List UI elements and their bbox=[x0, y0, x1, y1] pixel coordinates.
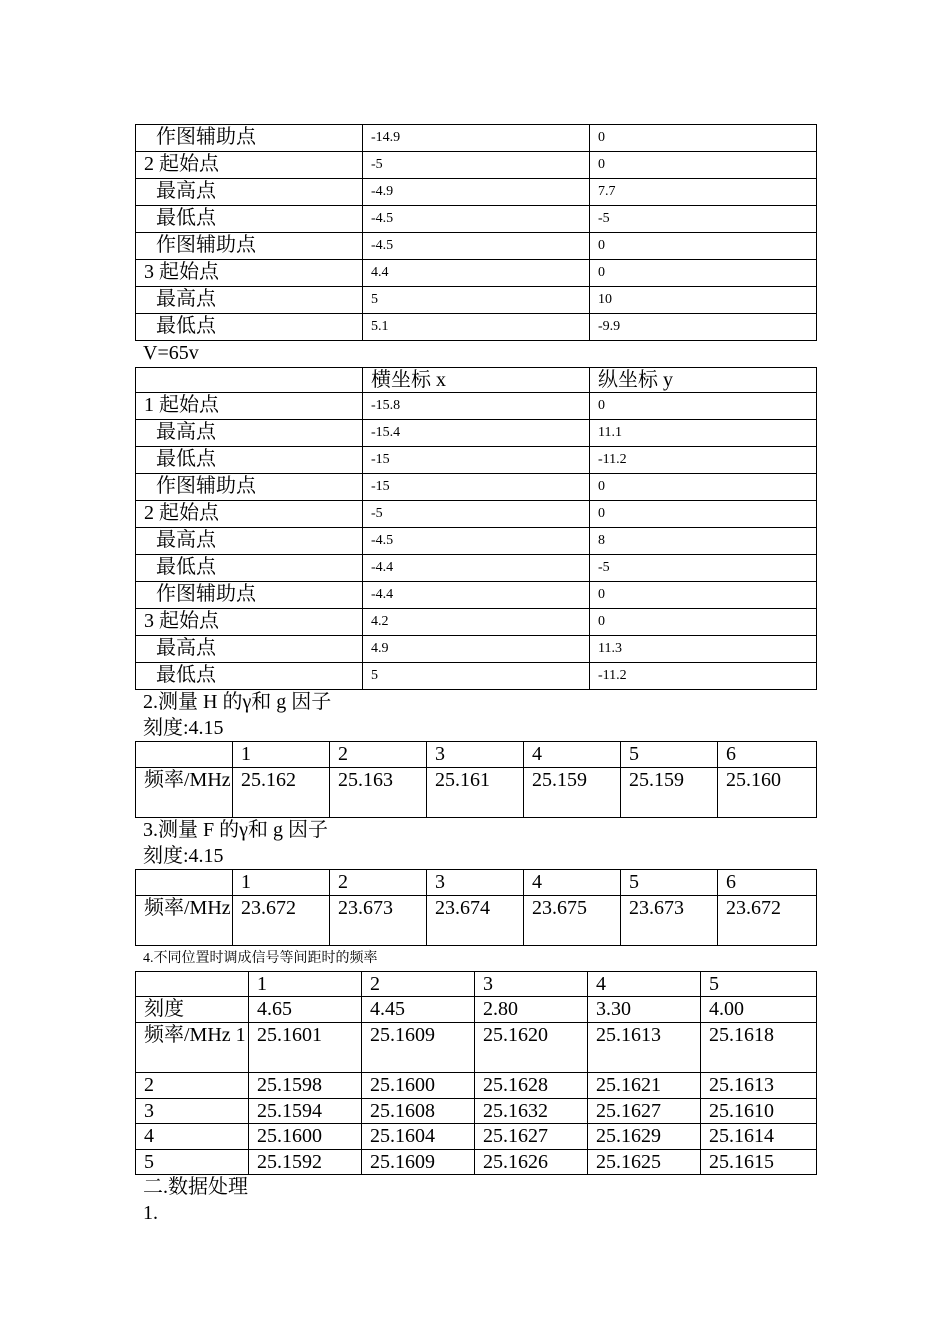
table-row bbox=[136, 206, 817, 233]
data-processing-heading: 二.数据处理 bbox=[143, 1176, 248, 1199]
frequency-value: 23.675 bbox=[524, 895, 621, 945]
table-row bbox=[136, 501, 817, 528]
frequency-value: 25.161 bbox=[427, 767, 524, 817]
x-value: -4.4 bbox=[363, 555, 590, 582]
table-row bbox=[136, 767, 817, 817]
header-y: 纵坐标 y bbox=[590, 367, 817, 393]
y-value: 0 bbox=[590, 582, 817, 609]
column-header: 3 bbox=[427, 742, 524, 768]
table-row bbox=[136, 636, 817, 663]
y-value: 0 bbox=[590, 474, 817, 501]
row-label: 频率/MHz bbox=[136, 767, 233, 817]
header-blank bbox=[136, 742, 233, 768]
frequency-value: 25.1609 bbox=[362, 1022, 475, 1072]
x-value: -15 bbox=[363, 447, 590, 474]
x-value: 4.2 bbox=[363, 609, 590, 636]
header-blank bbox=[136, 971, 249, 997]
frequency-value: 25.162 bbox=[233, 767, 330, 817]
x-value: 5 bbox=[363, 287, 590, 314]
x-value: -14.9 bbox=[363, 125, 590, 152]
column-header: 3 bbox=[427, 870, 524, 896]
frequency-value: 25.1626 bbox=[475, 1149, 588, 1175]
table-row bbox=[136, 1149, 817, 1175]
x-value: 5 bbox=[363, 663, 590, 690]
frequency-value: 25.1621 bbox=[588, 1072, 701, 1098]
h-frequency-table bbox=[135, 741, 817, 818]
y-value: 0 bbox=[590, 233, 817, 260]
position-frequency-table bbox=[135, 971, 817, 1176]
y-value: 0 bbox=[590, 501, 817, 528]
row-label: 5 bbox=[136, 1149, 249, 1175]
frequency-value: 23.674 bbox=[427, 895, 524, 945]
frequency-value: 25.1625 bbox=[588, 1149, 701, 1175]
column-header: 1 bbox=[249, 971, 362, 997]
table-row bbox=[136, 1072, 817, 1098]
table-row bbox=[136, 1098, 817, 1124]
point-label: 作图辅助点 bbox=[136, 125, 363, 152]
table-header-row bbox=[136, 870, 817, 896]
y-value: 10 bbox=[590, 287, 817, 314]
frequency-value: 25.1592 bbox=[249, 1149, 362, 1175]
point-label: 作图辅助点 bbox=[136, 233, 363, 260]
y-value: 0 bbox=[590, 152, 817, 179]
column-header: 5 bbox=[701, 971, 817, 997]
column-header: 3 bbox=[475, 971, 588, 997]
point-label: 最高点 bbox=[136, 528, 363, 555]
frequency-value: 25.1613 bbox=[701, 1072, 817, 1098]
table-row bbox=[136, 1124, 817, 1150]
x-value: -4.9 bbox=[363, 179, 590, 206]
table-row bbox=[136, 609, 817, 636]
y-value: 0 bbox=[590, 125, 817, 152]
row-label: 频率/MHz bbox=[136, 895, 233, 945]
frequency-value: 25.1615 bbox=[701, 1149, 817, 1175]
voltage-label: V=65v bbox=[143, 342, 199, 364]
table-row bbox=[136, 555, 817, 582]
y-value: -9.9 bbox=[590, 314, 817, 341]
column-header: 4 bbox=[524, 870, 621, 896]
point-label: 最高点 bbox=[136, 636, 363, 663]
column-header: 6 bbox=[718, 870, 817, 896]
point-label: 作图辅助点 bbox=[136, 582, 363, 609]
point-label: 最低点 bbox=[136, 555, 363, 582]
x-value: -4.5 bbox=[363, 206, 590, 233]
frequency-value: 25.1600 bbox=[249, 1124, 362, 1150]
x-value: 5.1 bbox=[363, 314, 590, 341]
row-label: 3 bbox=[136, 1098, 249, 1124]
column-header: 5 bbox=[621, 870, 718, 896]
point-label: 最低点 bbox=[136, 314, 363, 341]
section-4-title: 4.不同位置时调成信号等间距时的频率 bbox=[143, 950, 378, 966]
x-value: -4.5 bbox=[363, 233, 590, 260]
frequency-value: 23.673 bbox=[621, 895, 718, 945]
header-x: 横坐标 x bbox=[363, 367, 590, 393]
coordinates-table-continued bbox=[135, 124, 817, 341]
frequency-value: 25.1614 bbox=[701, 1124, 817, 1150]
scale-value: 4.65 bbox=[249, 997, 362, 1023]
point-label: 最低点 bbox=[136, 206, 363, 233]
x-value: -5 bbox=[363, 501, 590, 528]
section-h-title: 2.测量 H 的γ和 g 因子 bbox=[143, 691, 332, 714]
section-h-scale: 刻度:4.15 bbox=[143, 716, 224, 739]
frequency-value: 23.673 bbox=[330, 895, 427, 945]
point-label: 2 起始点 bbox=[136, 501, 363, 528]
x-value: -5 bbox=[363, 152, 590, 179]
frequency-value: 23.672 bbox=[233, 895, 330, 945]
y-value: 11.3 bbox=[590, 636, 817, 663]
column-header: 2 bbox=[330, 870, 427, 896]
frequency-value: 25.1609 bbox=[362, 1149, 475, 1175]
frequency-value: 25.1601 bbox=[249, 1022, 362, 1072]
frequency-value: 25.1608 bbox=[362, 1098, 475, 1124]
section-f-scale: 刻度:4.15 bbox=[143, 844, 224, 867]
point-label: 最低点 bbox=[136, 663, 363, 690]
x-value: -4.5 bbox=[363, 528, 590, 555]
x-value: 4.9 bbox=[363, 636, 590, 663]
x-value: -4.4 bbox=[363, 582, 590, 609]
point-label: 作图辅助点 bbox=[136, 474, 363, 501]
table-row bbox=[136, 420, 817, 447]
frequency-value: 25.1594 bbox=[249, 1098, 362, 1124]
frequency-value: 25.1610 bbox=[701, 1098, 817, 1124]
table-row bbox=[136, 1022, 817, 1072]
section-f-title: 3.测量 F 的γ和 g 因子 bbox=[143, 818, 328, 841]
document-page bbox=[135, 124, 816, 1227]
column-header: 2 bbox=[362, 971, 475, 997]
row-label: 刻度 bbox=[136, 997, 249, 1023]
column-header: 2 bbox=[330, 742, 427, 768]
frequency-value: 25.1628 bbox=[475, 1072, 588, 1098]
frequency-value: 25.1627 bbox=[588, 1098, 701, 1124]
table-row bbox=[136, 260, 817, 287]
y-value: 0 bbox=[590, 393, 817, 420]
frequency-value: 25.160 bbox=[718, 767, 817, 817]
row-label: 2 bbox=[136, 1072, 249, 1098]
table-row bbox=[136, 528, 817, 555]
y-value: -11.2 bbox=[590, 663, 817, 690]
frequency-value: 25.1600 bbox=[362, 1072, 475, 1098]
table-row bbox=[136, 125, 817, 152]
table-row bbox=[136, 447, 817, 474]
row-label: 频率/MHz 1 bbox=[136, 1022, 249, 1072]
table-row bbox=[136, 152, 817, 179]
column-header: 4 bbox=[588, 971, 701, 997]
header-blank bbox=[136, 367, 363, 393]
point-label: 1 起始点 bbox=[136, 393, 363, 420]
table-header-row bbox=[136, 971, 817, 997]
column-header: 4 bbox=[524, 742, 621, 768]
point-label: 最高点 bbox=[136, 179, 363, 206]
table-row bbox=[136, 895, 817, 945]
point-label: 3 起始点 bbox=[136, 260, 363, 287]
column-header: 1 bbox=[233, 870, 330, 896]
table-row bbox=[136, 314, 817, 341]
frequency-value: 25.1598 bbox=[249, 1072, 362, 1098]
y-value: 0 bbox=[590, 260, 817, 287]
frequency-value: 25.1620 bbox=[475, 1022, 588, 1072]
y-value: 8 bbox=[590, 528, 817, 555]
x-value: -15.8 bbox=[363, 393, 590, 420]
table-row bbox=[136, 233, 817, 260]
frequency-value: 25.1632 bbox=[475, 1098, 588, 1124]
x-value: -15.4 bbox=[363, 420, 590, 447]
row-label: 4 bbox=[136, 1124, 249, 1150]
y-value: -5 bbox=[590, 555, 817, 582]
point-label: 最低点 bbox=[136, 447, 363, 474]
y-value: 11.1 bbox=[590, 420, 817, 447]
scale-value: 4.45 bbox=[362, 997, 475, 1023]
f-frequency-table bbox=[135, 869, 817, 946]
x-value: 4.4 bbox=[363, 260, 590, 287]
table-row bbox=[136, 393, 817, 420]
frequency-value: 25.1613 bbox=[588, 1022, 701, 1072]
frequency-value: 25.1629 bbox=[588, 1124, 701, 1150]
table-row bbox=[136, 663, 817, 690]
frequency-value: 25.1627 bbox=[475, 1124, 588, 1150]
column-header: 1 bbox=[233, 742, 330, 768]
coordinates-table-65v bbox=[135, 367, 817, 691]
header-blank bbox=[136, 870, 233, 896]
frequency-value: 25.1604 bbox=[362, 1124, 475, 1150]
table-row bbox=[136, 179, 817, 206]
point-label: 3 起始点 bbox=[136, 609, 363, 636]
table-row bbox=[136, 997, 817, 1023]
scale-value: 2.80 bbox=[475, 997, 588, 1023]
table-row bbox=[136, 474, 817, 501]
frequency-value: 23.672 bbox=[718, 895, 817, 945]
scale-value: 4.00 bbox=[701, 997, 817, 1023]
table-row bbox=[136, 582, 817, 609]
frequency-value: 25.159 bbox=[621, 767, 718, 817]
frequency-value: 25.1618 bbox=[701, 1022, 817, 1072]
point-label: 2 起始点 bbox=[136, 152, 363, 179]
frequency-value: 25.163 bbox=[330, 767, 427, 817]
column-header: 6 bbox=[718, 742, 817, 768]
table-header-row bbox=[136, 367, 817, 393]
item-1-label: 1. bbox=[143, 1201, 158, 1224]
table-header-row bbox=[136, 742, 817, 768]
y-value: 7.7 bbox=[590, 179, 817, 206]
frequency-value: 25.159 bbox=[524, 767, 621, 817]
table-row bbox=[136, 287, 817, 314]
point-label: 最高点 bbox=[136, 287, 363, 314]
y-value: 0 bbox=[590, 609, 817, 636]
column-header: 5 bbox=[621, 742, 718, 768]
x-value: -15 bbox=[363, 474, 590, 501]
y-value: -5 bbox=[590, 206, 817, 233]
point-label: 最高点 bbox=[136, 420, 363, 447]
y-value: -11.2 bbox=[590, 447, 817, 474]
scale-value: 3.30 bbox=[588, 997, 701, 1023]
